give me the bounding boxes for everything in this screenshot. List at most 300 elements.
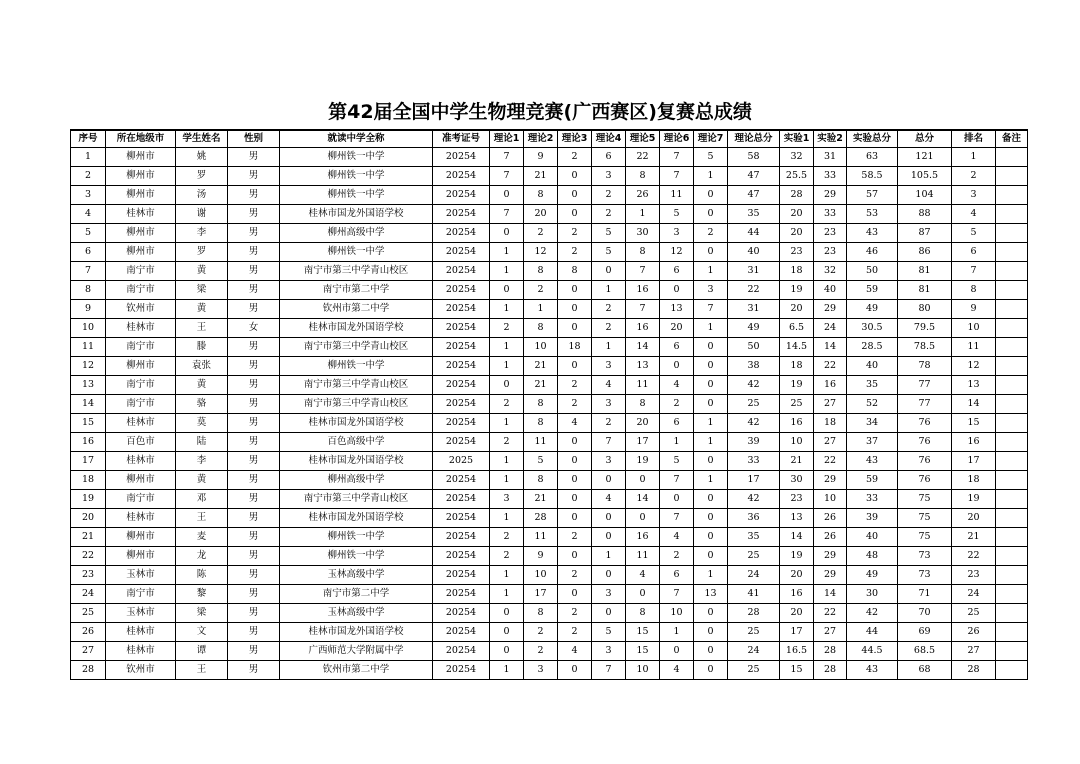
table-cell [996, 167, 1028, 186]
table-cell: 男 [228, 357, 280, 376]
table-cell: 8 [558, 262, 592, 281]
table-cell: 1 [952, 148, 996, 167]
table-cell: 8 [626, 243, 660, 262]
table-row [71, 604, 1028, 623]
table-cell: 男 [228, 300, 280, 319]
table-cell: 1 [490, 300, 524, 319]
table-cell: 43 [847, 224, 898, 243]
table-cell: 0 [558, 281, 592, 300]
table-cell: 3 [660, 224, 694, 243]
table-cell: 4 [626, 566, 660, 585]
table-cell: 57 [847, 186, 898, 205]
table-cell: 柳州市 [106, 528, 176, 547]
table-cell: 2 [660, 395, 694, 414]
table-cell: 5 [592, 243, 626, 262]
table-cell: 50 [728, 338, 780, 357]
table-cell: 31 [814, 148, 847, 167]
table-cell: 南宁市 [106, 338, 176, 357]
table-cell: 5 [660, 452, 694, 471]
table-cell: 19 [71, 490, 106, 509]
table-cell: 2 [558, 528, 592, 547]
table-cell: 6 [660, 414, 694, 433]
table-cell: 7 [71, 262, 106, 281]
table-cell: 柳州高级中学 [280, 471, 433, 490]
table-cell: 38 [728, 357, 780, 376]
table-cell: 8 [524, 395, 558, 414]
table-cell: 20 [660, 319, 694, 338]
table-cell: 南宁市第三中学青山校区 [280, 490, 433, 509]
table-cell: 30 [626, 224, 660, 243]
table-cell: 87 [898, 224, 952, 243]
table-cell: 黄 [176, 471, 228, 490]
table-cell: 20 [780, 205, 814, 224]
table-cell: 42 [728, 376, 780, 395]
table-cell: 2 [524, 224, 558, 243]
table-cell: 7 [626, 262, 660, 281]
table-cell: 33 [847, 490, 898, 509]
table-cell: 21 [524, 357, 558, 376]
column-header: 理论1 [490, 130, 524, 148]
table-cell: 17 [952, 452, 996, 471]
table-cell: 11 [71, 338, 106, 357]
table-cell: 14 [71, 395, 106, 414]
table-cell: 2 [558, 623, 592, 642]
table-cell: 4 [71, 205, 106, 224]
table-cell: 4 [592, 376, 626, 395]
table-cell: 35 [728, 528, 780, 547]
table-cell: 20254 [433, 433, 490, 452]
table-cell: 骆 [176, 395, 228, 414]
table-cell: 59 [847, 471, 898, 490]
table-row [71, 433, 1028, 452]
table-row [71, 414, 1028, 433]
table-cell: 男 [228, 338, 280, 357]
table-cell: 文 [176, 623, 228, 642]
table-cell: 76 [898, 433, 952, 452]
table-cell: 18 [71, 471, 106, 490]
table-cell: 0 [490, 224, 524, 243]
table-cell: 7 [660, 167, 694, 186]
column-header: 实验1 [780, 130, 814, 148]
table-cell: 0 [592, 566, 626, 585]
table-cell: 22 [626, 148, 660, 167]
table-cell: 12 [71, 357, 106, 376]
table-cell: 1 [694, 414, 728, 433]
table-cell: 男 [228, 414, 280, 433]
table-cell: 桂林市国龙外国语学校 [280, 319, 433, 338]
table-cell: 2 [490, 395, 524, 414]
table-cell: 柳州市 [106, 224, 176, 243]
table-cell: 玉林高级中学 [280, 566, 433, 585]
table-cell: 0 [626, 585, 660, 604]
table-cell: 15 [780, 661, 814, 680]
column-header: 序号 [71, 130, 106, 148]
table-cell: 8 [524, 414, 558, 433]
table-cell: 19 [780, 281, 814, 300]
table-cell: 25.5 [780, 167, 814, 186]
table-cell: 27 [814, 623, 847, 642]
table-cell: 7 [694, 300, 728, 319]
table-cell: 16 [952, 433, 996, 452]
table-cell: 0 [694, 509, 728, 528]
table-cell: 3 [524, 661, 558, 680]
table-cell: 19 [780, 547, 814, 566]
table-cell: 5 [694, 148, 728, 167]
table-cell: 50 [847, 262, 898, 281]
table-cell: 2 [490, 433, 524, 452]
table-cell: 李 [176, 224, 228, 243]
table-cell: 121 [898, 148, 952, 167]
table-cell: 8 [524, 471, 558, 490]
table-cell: 20 [780, 566, 814, 585]
table-cell: 柳州市 [106, 186, 176, 205]
table-cell: 0 [490, 642, 524, 661]
table-cell: 男 [228, 186, 280, 205]
table-cell: 0 [592, 528, 626, 547]
table-cell: 18 [558, 338, 592, 357]
table-cell: 玉林高级中学 [280, 604, 433, 623]
table-cell: 11 [626, 547, 660, 566]
table-cell: 男 [228, 205, 280, 224]
table-cell: 0 [694, 547, 728, 566]
table-cell [996, 547, 1028, 566]
table-cell: 19 [780, 376, 814, 395]
table-row [71, 243, 1028, 262]
table-cell: 男 [228, 167, 280, 186]
table-cell: 23 [780, 243, 814, 262]
table-cell: 22 [71, 547, 106, 566]
table-cell: 20254 [433, 414, 490, 433]
table-cell: 3 [71, 186, 106, 205]
table-cell: 6 [660, 566, 694, 585]
table-cell: 16 [780, 585, 814, 604]
table-cell: 10 [71, 319, 106, 338]
table-row [71, 281, 1028, 300]
table-cell: 百色市 [106, 433, 176, 452]
table-cell: 0 [490, 623, 524, 642]
table-cell: 10 [952, 319, 996, 338]
table-cell: 柳州高级中学 [280, 224, 433, 243]
table-cell: 8 [626, 167, 660, 186]
table-cell [996, 338, 1028, 357]
table-cell: 41 [728, 585, 780, 604]
table-cell: 0 [660, 490, 694, 509]
table-cell [996, 414, 1028, 433]
table-cell: 18 [780, 262, 814, 281]
table-cell: 17 [71, 452, 106, 471]
table-cell: 柳州市 [106, 148, 176, 167]
table-cell: 20254 [433, 300, 490, 319]
table-cell: 5 [660, 205, 694, 224]
table-cell: 2 [558, 566, 592, 585]
table-cell: 28 [814, 642, 847, 661]
table-cell: 20254 [433, 338, 490, 357]
table-cell: 6 [952, 243, 996, 262]
table-cell: 32 [780, 148, 814, 167]
table-cell: 47 [728, 186, 780, 205]
table-cell: 27 [71, 642, 106, 661]
column-header: 就读中学全称 [280, 130, 433, 148]
table-cell: 21 [780, 452, 814, 471]
table-cell: 14.5 [780, 338, 814, 357]
table-cell: 88 [898, 205, 952, 224]
table-cell: 谭 [176, 642, 228, 661]
table-cell: 男 [228, 262, 280, 281]
table-cell: 37 [847, 433, 898, 452]
table-cell: 黎 [176, 585, 228, 604]
table-cell: 南宁市第二中学 [280, 281, 433, 300]
table-cell: 柳州铁一中学 [280, 243, 433, 262]
table-cell: 莫 [176, 414, 228, 433]
column-header: 学生姓名 [176, 130, 228, 148]
table-cell: 2 [558, 376, 592, 395]
table-row [71, 509, 1028, 528]
table-cell: 男 [228, 661, 280, 680]
table-cell: 0 [558, 585, 592, 604]
table-cell: 0 [694, 205, 728, 224]
table-cell: 46 [847, 243, 898, 262]
table-cell: 7 [592, 433, 626, 452]
table-cell: 男 [228, 547, 280, 566]
table-cell: 南宁市 [106, 376, 176, 395]
table-cell: 16 [71, 433, 106, 452]
column-header: 理论5 [626, 130, 660, 148]
column-header: 理论2 [524, 130, 558, 148]
table-cell: 29 [814, 566, 847, 585]
table-cell: 58.5 [847, 167, 898, 186]
table-cell: 22 [814, 604, 847, 623]
table-cell: 17 [524, 585, 558, 604]
table-cell: 27 [952, 642, 996, 661]
table-cell: 44 [728, 224, 780, 243]
table-cell: 25 [780, 395, 814, 414]
table-cell: 1 [694, 319, 728, 338]
table-cell: 21 [524, 376, 558, 395]
table-cell: 76 [898, 471, 952, 490]
table-cell: 17 [728, 471, 780, 490]
table-cell: 姚 [176, 148, 228, 167]
table-cell: 0 [490, 376, 524, 395]
table-cell: 2 [592, 205, 626, 224]
table-cell: 7 [490, 167, 524, 186]
table-cell: 20 [780, 604, 814, 623]
table-cell: 0 [558, 490, 592, 509]
table-cell: 17 [626, 433, 660, 452]
table-cell: 玉林市 [106, 604, 176, 623]
table-cell: 26 [952, 623, 996, 642]
table-cell [996, 585, 1028, 604]
column-header: 实验总分 [847, 130, 898, 148]
table-cell [996, 224, 1028, 243]
table-cell: 男 [228, 395, 280, 414]
table-cell: 14 [814, 585, 847, 604]
table-cell: 105.5 [898, 167, 952, 186]
table-cell: 21 [524, 167, 558, 186]
table-cell: 1 [71, 148, 106, 167]
table-cell: 20 [626, 414, 660, 433]
table-cell: 59 [847, 281, 898, 300]
table-cell: 25 [728, 661, 780, 680]
table-cell: 24 [728, 642, 780, 661]
table-cell: 14 [952, 395, 996, 414]
table-cell: 桂林市国龙外国语学校 [280, 623, 433, 642]
table-cell: 4 [592, 490, 626, 509]
table-cell: 0 [592, 262, 626, 281]
table-cell: 南宁市 [106, 395, 176, 414]
table-cell: 6 [71, 243, 106, 262]
table-cell: 14 [626, 490, 660, 509]
table-cell: 10 [780, 433, 814, 452]
table-cell: 钦州市第二中学 [280, 661, 433, 680]
table-cell: 男 [228, 528, 280, 547]
table-cell: 8 [952, 281, 996, 300]
table-cell: 2 [524, 623, 558, 642]
table-cell: 柳州铁一中学 [280, 148, 433, 167]
table-cell: 李 [176, 452, 228, 471]
table-cell: 0 [694, 452, 728, 471]
table-cell: 20254 [433, 566, 490, 585]
table-cell: 0 [592, 471, 626, 490]
table-cell: 35 [847, 376, 898, 395]
table-cell: 0 [558, 186, 592, 205]
table-cell: 39 [728, 433, 780, 452]
table-cell: 0 [694, 604, 728, 623]
table-cell: 黄 [176, 300, 228, 319]
table-cell: 70 [898, 604, 952, 623]
table-cell: 桂林市国龙外国语学校 [280, 509, 433, 528]
table-cell: 24 [814, 319, 847, 338]
table-cell: 邓 [176, 490, 228, 509]
table-cell: 21 [71, 528, 106, 547]
table-cell: 13 [694, 585, 728, 604]
table-row [71, 148, 1028, 167]
table-cell: 2 [490, 547, 524, 566]
table-cell: 25 [728, 547, 780, 566]
table-cell: 33 [814, 167, 847, 186]
table-cell: 18 [952, 471, 996, 490]
table-cell: 2 [558, 604, 592, 623]
table-row [71, 395, 1028, 414]
table-cell: 13 [71, 376, 106, 395]
table-cell: 28 [814, 661, 847, 680]
table-cell: 43 [847, 452, 898, 471]
table-cell: 30 [780, 471, 814, 490]
table-cell: 1 [490, 357, 524, 376]
table-cell: 31 [728, 262, 780, 281]
table-cell: 南宁市第三中学青山校区 [280, 395, 433, 414]
table-cell: 16 [814, 376, 847, 395]
table-cell: 5 [952, 224, 996, 243]
table-cell: 104 [898, 186, 952, 205]
table-cell: 0 [592, 509, 626, 528]
table-cell: 13 [952, 376, 996, 395]
table-row [71, 452, 1028, 471]
table-cell: 0 [694, 357, 728, 376]
table-cell: 王 [176, 319, 228, 338]
table-cell: 10 [626, 661, 660, 680]
table-cell: 20254 [433, 642, 490, 661]
table-cell: 47 [728, 167, 780, 186]
table-row [71, 566, 1028, 585]
table-cell: 1 [660, 623, 694, 642]
table-cell: 15 [952, 414, 996, 433]
table-cell: 20 [780, 224, 814, 243]
table-cell: 0 [694, 186, 728, 205]
table-cell: 2 [592, 319, 626, 338]
table-cell [996, 509, 1028, 528]
table-cell: 26 [814, 528, 847, 547]
table-cell: 7 [592, 661, 626, 680]
column-header: 理论总分 [728, 130, 780, 148]
table-cell: 2 [524, 281, 558, 300]
table-cell: 0 [660, 357, 694, 376]
table-cell: 71 [898, 585, 952, 604]
table-cell: 0 [592, 604, 626, 623]
table-cell: 0 [660, 281, 694, 300]
table-cell: 柳州铁一中学 [280, 186, 433, 205]
table-cell [996, 300, 1028, 319]
table-cell: 28 [780, 186, 814, 205]
table-cell: 2 [524, 642, 558, 661]
table-cell: 76 [898, 452, 952, 471]
table-cell: 1 [694, 471, 728, 490]
table-cell [996, 604, 1028, 623]
table-cell: 9 [71, 300, 106, 319]
table-cell: 1 [626, 205, 660, 224]
table-cell: 14 [814, 338, 847, 357]
table-cell: 2025 [433, 452, 490, 471]
table-cell: 7 [660, 148, 694, 167]
table-cell: 10 [660, 604, 694, 623]
table-cell: 31 [728, 300, 780, 319]
table-cell: 桂林市国龙外国语学校 [280, 414, 433, 433]
table-cell [996, 205, 1028, 224]
table-cell: 24 [728, 566, 780, 585]
table-cell: 68.5 [898, 642, 952, 661]
table-cell: 11 [626, 376, 660, 395]
table-cell: 南宁市 [106, 281, 176, 300]
table-cell: 81 [898, 281, 952, 300]
table-cell: 22 [814, 452, 847, 471]
column-header: 排名 [952, 130, 996, 148]
table-row [71, 224, 1028, 243]
table-cell: 男 [228, 148, 280, 167]
table-cell [996, 281, 1028, 300]
table-cell: 17 [780, 623, 814, 642]
table-cell: 3 [592, 452, 626, 471]
table-cell: 桂林市国龙外国语学校 [280, 452, 433, 471]
table-cell: 广西师范大学附属中学 [280, 642, 433, 661]
column-header: 所在地级市 [106, 130, 176, 148]
table-cell: 玉林市 [106, 566, 176, 585]
table-cell: 3 [490, 490, 524, 509]
table-cell: 20254 [433, 262, 490, 281]
table-cell [996, 623, 1028, 642]
table-cell: 11 [660, 186, 694, 205]
table-cell: 桂林市国龙外国语学校 [280, 205, 433, 224]
table-row [71, 376, 1028, 395]
table-cell: 33 [728, 452, 780, 471]
table-cell: 滕 [176, 338, 228, 357]
table-cell: 29 [814, 300, 847, 319]
table-cell: 罗 [176, 167, 228, 186]
table-cell: 7 [660, 471, 694, 490]
table-cell: 0 [694, 243, 728, 262]
table-cell: 男 [228, 452, 280, 471]
table-cell: 6 [660, 262, 694, 281]
table-cell: 33 [814, 205, 847, 224]
table-cell: 男 [228, 433, 280, 452]
